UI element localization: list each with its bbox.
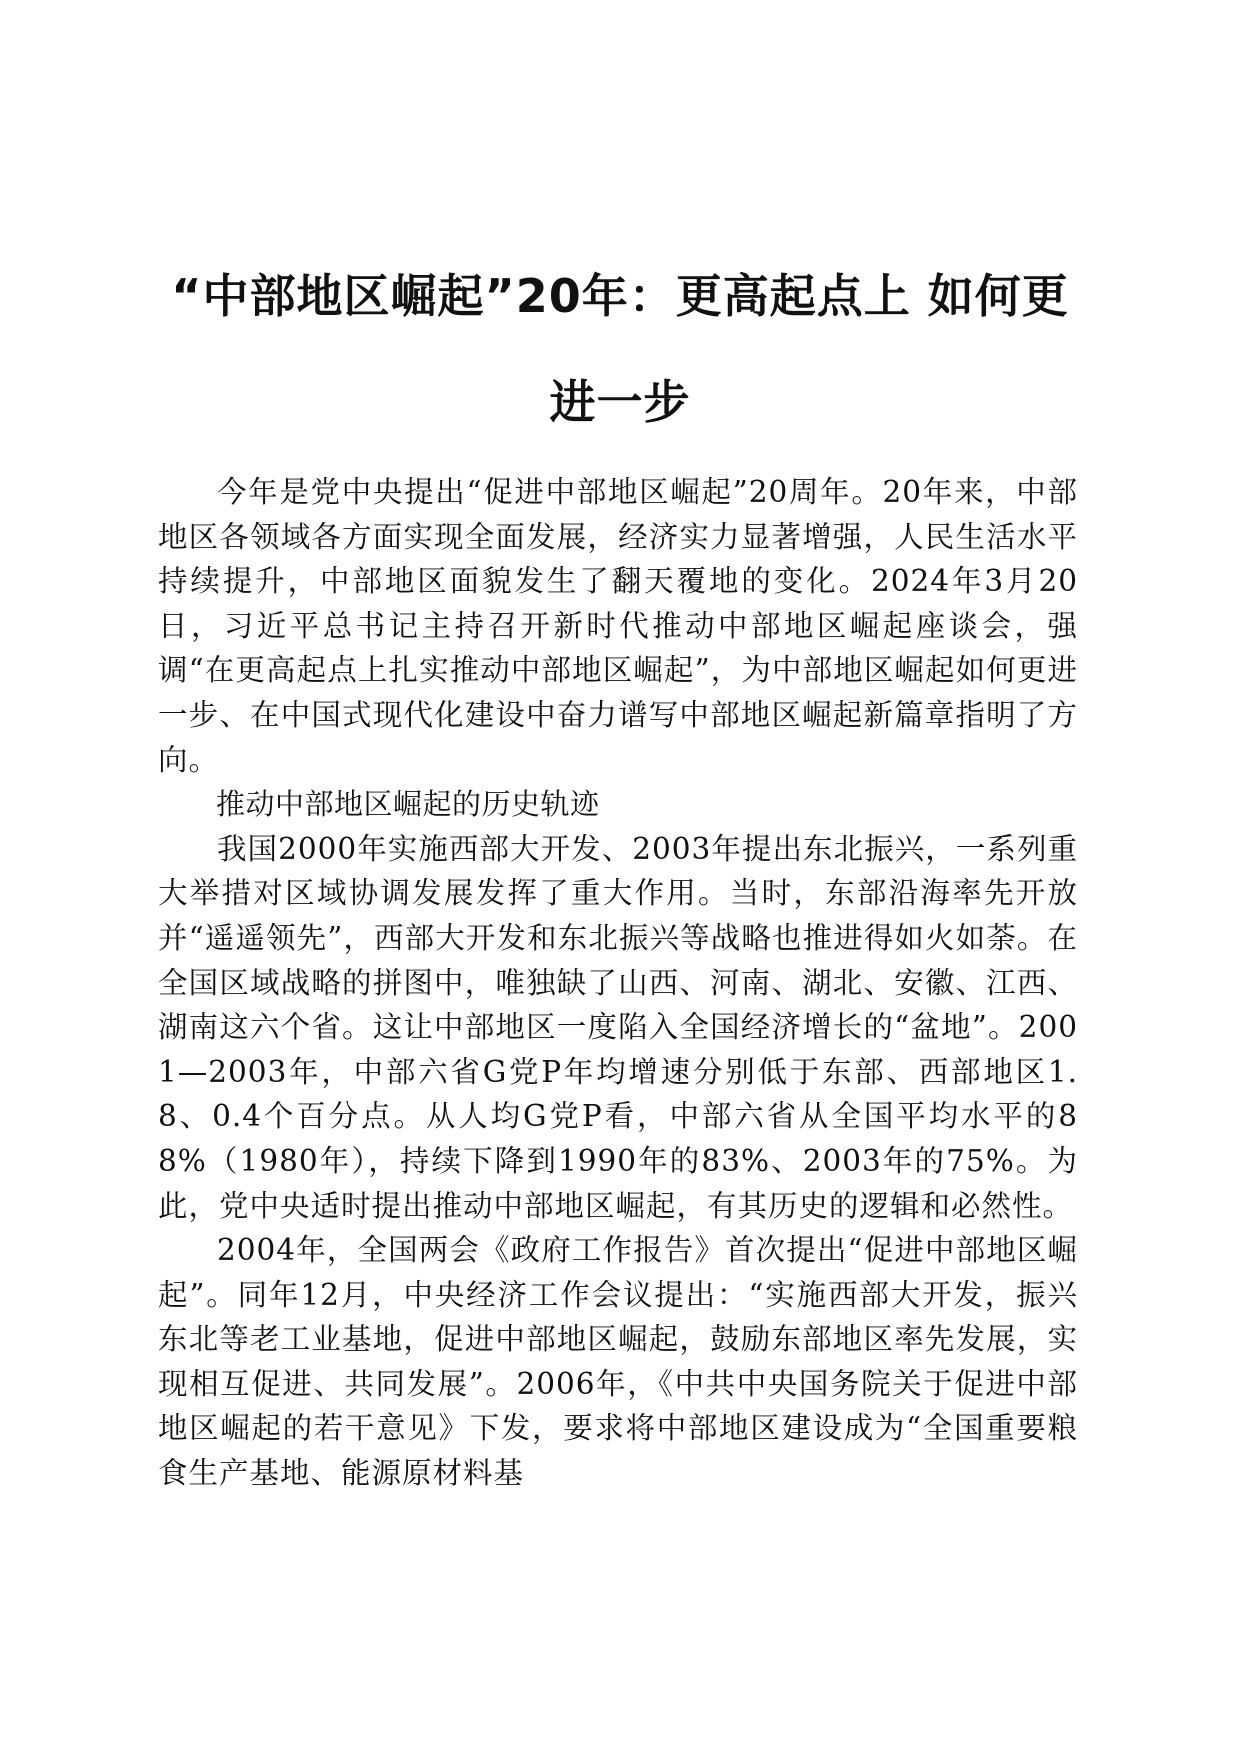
history-paragraph: 我国2000年实施西部大开发、2003年提出东北振兴，一系列重大举措对区域协调发展发挥了重大作用。当时，东部沿海率先开放并“遥遥领先”，西部大开发和东北振兴等战略也推进得如火如荼。在全国区域战略的拼图中，唯独缺了山西、河南、湖北、安徽、江西、湖南这六个省。这让中部地区一度陷入全国经济增长的“盆地”。2001—2003年，中部六省G党P年均增速分别低于东部、西部地区1.8、0.4个百分点。从人均G党P看，中部六省从全国平均水平的88%（1980年），持续下降到1990年的83%、2003年的75%。为此，党中央适时提出推动中部地区崛起，有其历史的逻辑和必然性。 bbox=[158, 831, 1078, 1223]
intro-paragraph: 今年是党中央提出“促进中部地区崛起”20周年。20年来，中部地区各领域各方面实现全面发展，经济实力显著增强，人民生活水平持续提升，中部地区面貌发生了翻天覆地的变化。2024年3月20日，习近平总书记主持召开新时代推动中部地区崛起座谈会，强调“在更高起点上扎实推动中部地区崛起”，为中部地区崛起如何更进一步、在中国式现代化建设中奋力谱写中部地区崛起新篇章指明了方向。 bbox=[158, 475, 1078, 777]
section-heading: 推动中部地区崛起的历史轨迹 bbox=[216, 787, 600, 822]
document-body bbox=[158, 470, 1078, 1496]
policy-paragraph: 2004年，全国两会《政府工作报告》首次提出“促进中部地区崛起”。同年12月，中央经济工作会议提出：“实施西部大开发，振兴东北等老工业基地，促进中部地区崛起，鼓励东部地区率先发展，实现相互促进、共同发展”。2006年，《中共中央国务院关于促进中部地区崛起的若干意见》下发，要求将中部地区建设成为“全国重要粮食生产基地、能源原材料基 bbox=[158, 1233, 1078, 1491]
page-title: “中部地区崛起”20年：更高起点上 如何更进一步 bbox=[171, 269, 1069, 429]
